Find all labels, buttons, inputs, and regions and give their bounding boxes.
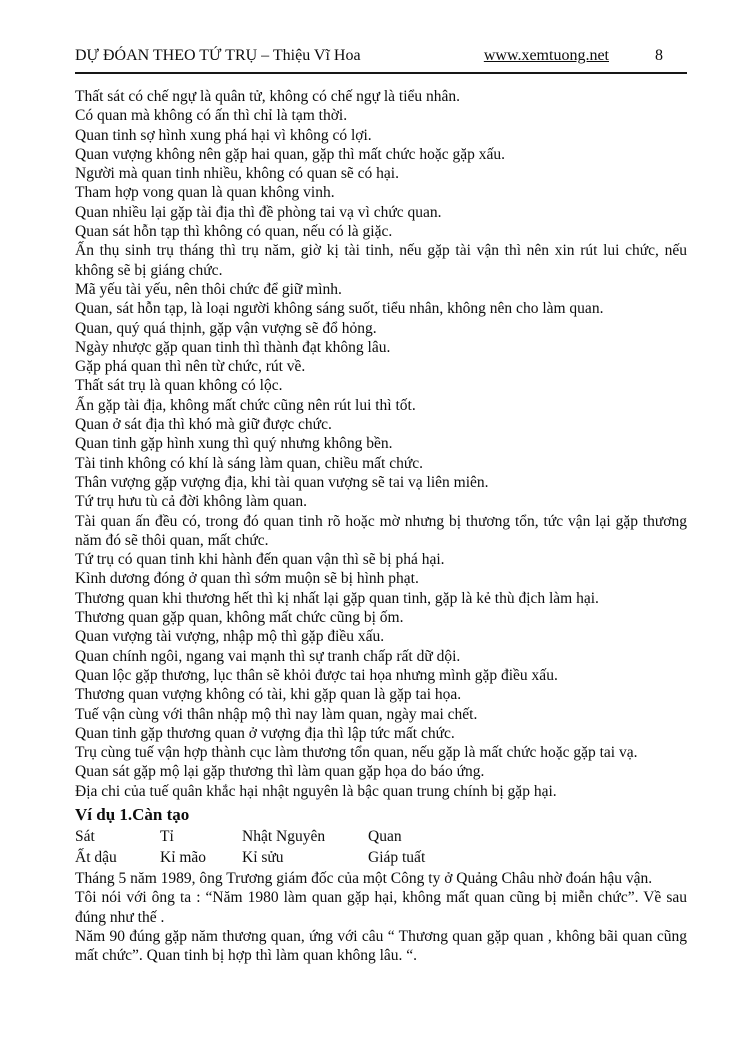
text-line: Tham hợp vong quan là quan không vinh. — [75, 184, 335, 202]
page-number: 8 — [655, 47, 663, 64]
text-line: Quan sát hỗn tạp thì không có quan, nếu có là giặc. — [75, 223, 393, 241]
document-body — [75, 87, 687, 965]
text-line: Có quan mà không có ấn thì chỉ là tạm thời. — [75, 107, 348, 125]
table-cell: Giáp tuất — [368, 849, 426, 867]
table-cell: Sát — [75, 827, 95, 845]
table-cell: Quan — [368, 827, 402, 845]
text-line: Quan ở sát địa thì khó mà giữ được chức. — [75, 416, 332, 434]
example-heading: Ví dụ 1.Càn tạo — [75, 804, 190, 824]
table-cell: Ất dậu — [75, 849, 117, 867]
example-paragraph: Tháng 5 năm 1989, ông Trương giám đốc của một Công ty ở Quảng Châu nhờ đoán hậu vận. — [75, 869, 653, 887]
rules-list — [75, 87, 687, 801]
text-line: Thương quan gặp quan, không mất chức cũng bị ốm. — [75, 609, 404, 627]
text-line: Ngày nhược gặp quan tinh thì thành đạt không lâu. — [75, 338, 391, 356]
text-line: Quan, quý quá thịnh, gặp vận vượng sẽ đổ hỏng. — [75, 319, 377, 337]
text-line: Quan vượng không nên gặp hai quan, gặp thì mất chức hoặc gặp xấu. — [75, 145, 506, 163]
text-line: Ấn thụ sinh trụ tháng thì trụ năm, giờ kị tài tinh, nếu gặp tài vận thì nên xin rút lui chức, nếu không sẽ bị giáng chức. — [75, 242, 687, 279]
text-line: Địa chi của tuế quân khắc hại nhật nguyên là bậc quan trung chính bị gặp hại. — [75, 782, 557, 800]
text-line: Kình dương đóng ở quan thì sớm muộn sẽ bị hình phạt. — [75, 570, 419, 588]
text-line: Quan tinh gặp hình xung thì quý nhưng không bền. — [75, 435, 393, 453]
text-line: Tài quan ấn đều có, trong đó quan tinh rõ hoặc mờ nhưng bị thương tổn, tức vận lại gặp thương năm đó sẽ thôi quan, mất chức. — [75, 512, 687, 549]
header-divider — [75, 72, 687, 74]
text-line: Gặp phá quan thì nên từ chức, rút về. — [75, 358, 306, 376]
document-title: DỰ ĐÓAN THEO TỨ TRỤ – Thiệu Vĩ Hoa — [75, 47, 361, 64]
text-line: Tài tinh không có khí là sáng làm quan, chiều mất chức. — [75, 454, 424, 472]
text-line: Thân vượng gặp vượng địa, khi tài quan vượng sẽ tai vạ liên miên. — [75, 473, 489, 491]
text-line: Quan nhiều lại gặp tài địa thì đề phòng tai vạ vì chức quan. — [75, 203, 442, 221]
text-line: Thất sát có chế ngự là quân tử, không có chế ngự là tiểu nhân. — [75, 88, 461, 105]
text-line: Trụ cùng tuế vận hợp thành cục làm thương tổn quan, nếu gặp là mất chức hoặc gặp tai vạ. — [75, 744, 638, 762]
text-line: Tuế vận cùng với thân nhập mộ thì nay làm quan, ngày mai chết. — [75, 705, 478, 723]
text-line: Mã yếu tài yếu, nên thôi chức để giữ mình. — [75, 280, 342, 298]
table-cell: Tỉ — [160, 827, 174, 845]
text-line: Quan sát gặp mộ lại gặp thương thì làm quan gặp họa do báo ứng. — [75, 763, 485, 781]
text-line: Quan lộc gặp thương, lục thân sẽ khỏi được tai họa nhưng mình gặp điều xấu. — [75, 666, 558, 684]
example-paragraph: Tôi nói với ông ta : “Năm 1980 làm quan gặp hại, không mất quan cũng bị miễn chức”. Về sau đúng như thế . — [75, 889, 687, 926]
text-line: Ấn gặp tài địa, không mất chức cũng nên rút lui thì tốt. — [75, 396, 416, 414]
table-row — [75, 847, 687, 869]
text-line: Quan vượng tài vượng, nhập mộ thì gặp điều xấu. — [75, 628, 385, 646]
table-cell: Kỉ mão — [160, 849, 207, 867]
four-pillars-table — [75, 826, 687, 869]
text-line: Tứ trụ hưu tù cả đời không làm quan. — [75, 493, 308, 511]
page-header — [75, 46, 687, 66]
table-row — [75, 826, 687, 848]
table-cell: Nhật Nguyên — [242, 827, 326, 845]
text-line: Người mà quan tinh nhiều, không có quan sẽ có hại. — [75, 165, 399, 183]
website-link[interactable]: www.xemtuong.net — [483, 47, 609, 64]
text-line: Quan chính ngôi, ngang vai mạnh thì sự tranh chấp rất dữ dội. — [75, 647, 461, 665]
text-line: Quan tinh sợ hình xung phá hại vì không có lợi. — [75, 126, 372, 144]
text-line: Tứ trụ có quan tinh khi hành đến quan vận thì sẽ bị phá hại. — [75, 551, 445, 569]
text-line: Thất sát trụ là quan không có lộc. — [75, 377, 283, 395]
text-line: Thương quan vượng không có tài, khi gặp quan là gặp tai họa. — [75, 686, 462, 704]
text-line: Quan tinh gặp thương quan ở vượng địa thì lập tức mất chức. — [75, 724, 455, 742]
table-cell: Kỉ sửu — [242, 849, 284, 867]
example-paragraph: Năm 90 đúng gặp năm thương quan, ứng với câu “ Thương quan gặp quan , không bãi quan cũng mất chức”. Quan tinh bị hợp thì làm quan không lâu. “. — [75, 927, 687, 965]
text-line: Thương quan khi thương hết thì kị nhất lại gặp quan tinh, gặp là kẻ thù địch làm hại. — [75, 589, 599, 607]
text-line: Quan, sát hỗn tạp, là loại người không sáng suốt, tiểu nhân, không nên cho làm quan. — [75, 300, 604, 318]
